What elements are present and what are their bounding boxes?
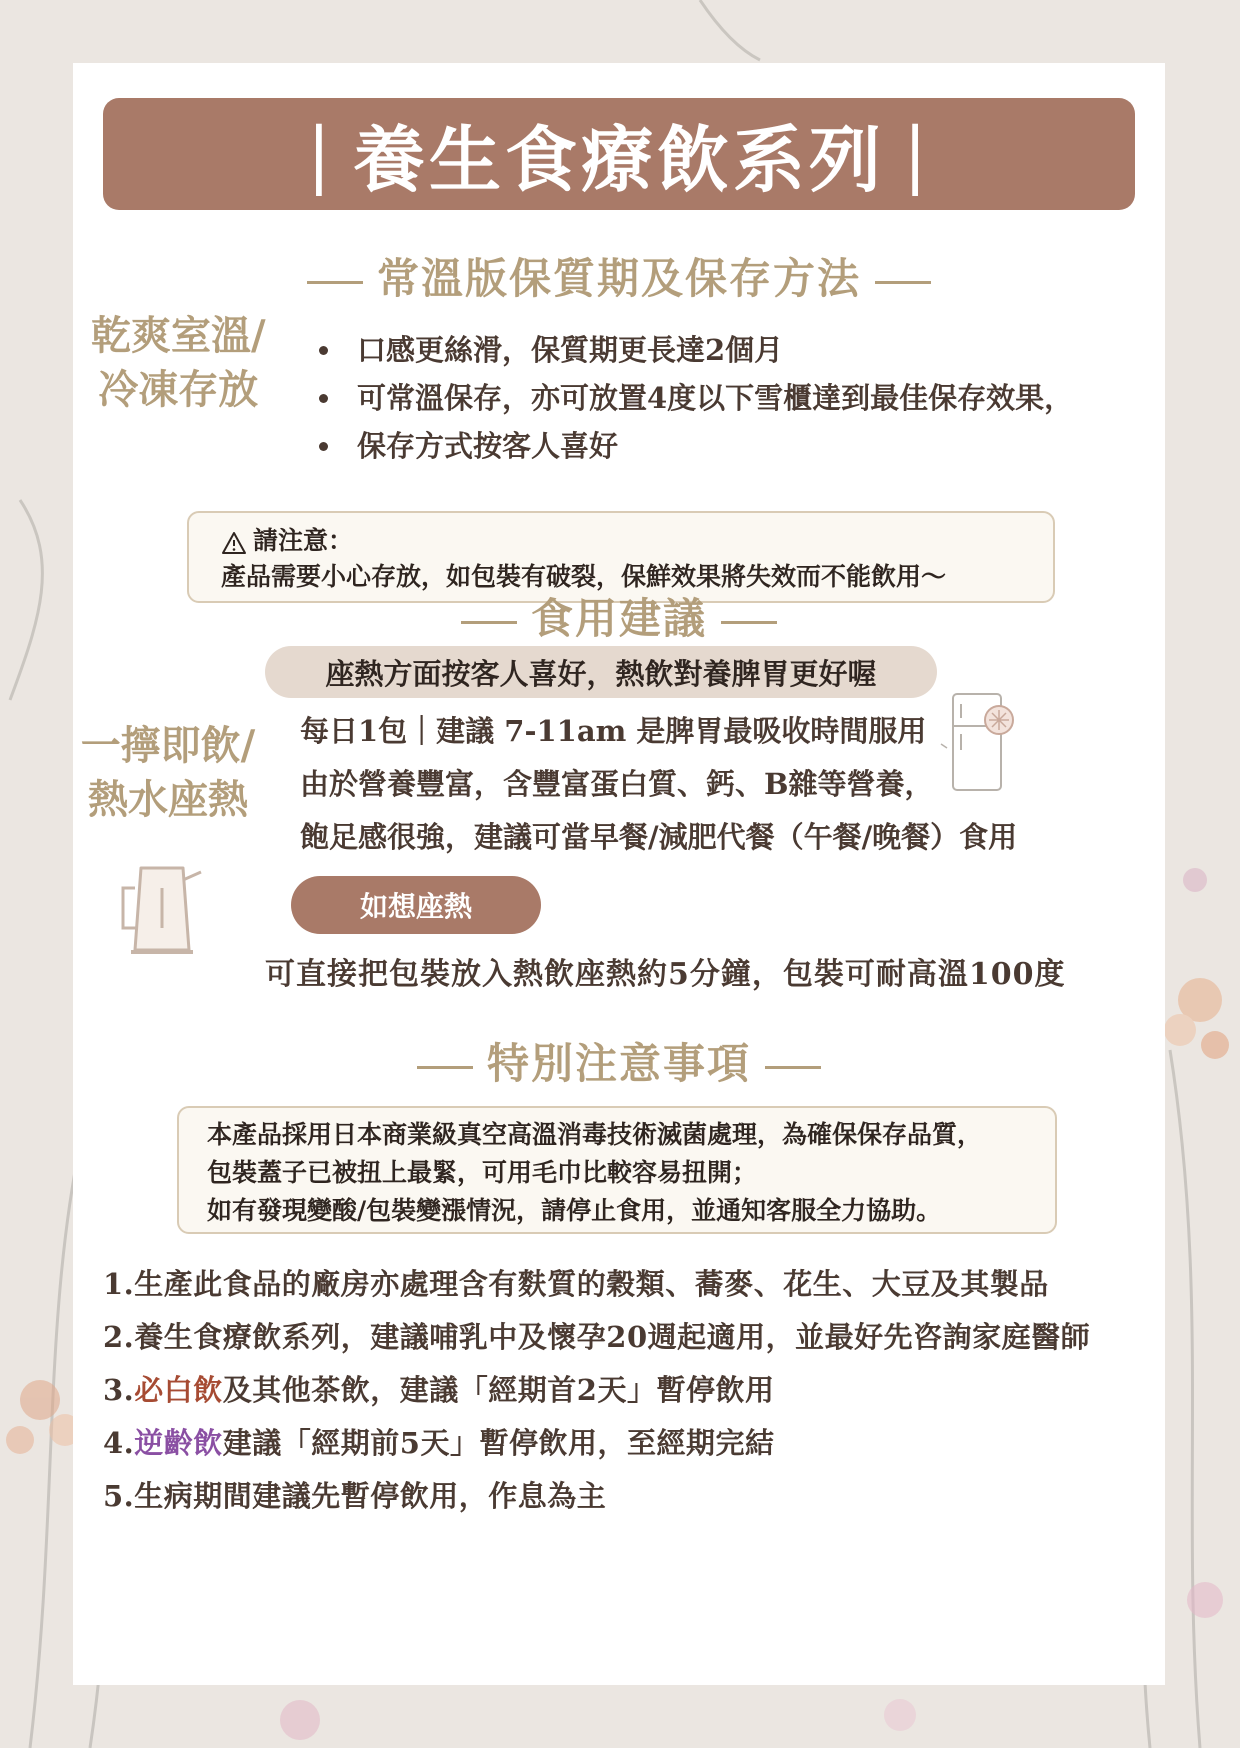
heating-label-button: 如想座熱 [291, 876, 541, 934]
note-item-1: 1.生產此食品的廠房亦處理含有麩質的穀類、蕎麥、花生、大豆及其製品 [103, 1267, 1049, 1301]
usage-lines [300, 705, 1017, 864]
usage-line: 飽足感很強，建議可當早餐/減肥代餐（午餐/晚餐）食用 [300, 820, 1018, 854]
usage-heading-text: 食用建議 [530, 594, 707, 643]
content-card [73, 63, 1165, 1685]
bullet-dot [319, 442, 328, 451]
title-bar-right: | [903, 112, 932, 196]
sterilization-info-box [177, 1106, 1057, 1234]
title-banner [103, 98, 1135, 210]
heading-dash-left [307, 281, 363, 284]
note-number: 4. [103, 1426, 135, 1460]
heading-dash-right [721, 621, 777, 624]
storage-bullet-text: 保存方式按客人喜好 [357, 429, 619, 463]
note-item-2: 2.養生食療飲系列，建議哺乳中及懷孕20週起適用，並最好先咨詢家庭醫師 [103, 1320, 1091, 1354]
storage-bullet [313, 422, 1073, 470]
kettle-icon [117, 858, 207, 958]
usage-label-line-1: 一擰即飲/ [80, 722, 256, 769]
special-notes-list [103, 1258, 1090, 1523]
heating-tip-pill: 座熱方面按客人喜好，熱飲對養脾胃更好喔 [265, 646, 937, 698]
heading-dash-left [461, 621, 517, 624]
storage-bullets [313, 326, 1073, 470]
note-item-3 [103, 1364, 1090, 1417]
storage-heading-text: 常溫版保質期及保存方法 [376, 254, 861, 303]
notice-title-row [221, 523, 1021, 559]
usage-line: 由於營養豐富，含豐富蛋白質、鈣、B雜等營養， [300, 767, 934, 801]
note-item-4 [103, 1417, 1090, 1470]
note-item-5: 5.生病期間建議先暫停飲用，作息為主 [103, 1479, 607, 1513]
usage-heading [73, 586, 1165, 646]
title-bar-left: | [306, 112, 335, 196]
storage-bullet-text: 口感更絲滑，保質期更長達2個月 [357, 333, 784, 367]
storage-bullet-text: 可常溫保存，亦可放置4度以下雪櫃達到最佳保存效果， [357, 381, 1074, 415]
info-line: 包裝蓋子已被扭上最緊，可用毛巾比較容易扭開； [207, 1158, 758, 1187]
heading-dash-right [875, 281, 931, 284]
warning-icon [221, 531, 247, 555]
product-name-highlight: 必白飲 [134, 1373, 223, 1407]
usage-label-line-2: 熱水座熱 [88, 776, 248, 823]
notice-title: 請注意： [253, 526, 354, 555]
product-name-highlight: 逆齡飲 [134, 1426, 223, 1460]
storage-bullet [313, 374, 1073, 422]
note-text: 及其他茶飲，建議「經期首2天」暫停飲用 [222, 1373, 775, 1407]
note-number: 3. [103, 1373, 135, 1407]
heading-dash-left [417, 1066, 473, 1069]
bullet-dot [319, 394, 328, 403]
storage-label-line-2: 冷凍存放 [98, 366, 259, 413]
special-heading [73, 1031, 1165, 1091]
usage-line: 每日1包｜建議 7-11am 是脾胃最吸收時間服用 [300, 714, 927, 748]
storage-side-label [91, 309, 266, 417]
usage-side-label [73, 719, 263, 827]
bullet-dot [319, 346, 328, 355]
info-line: 本產品採用日本商業級真空高溫消毒技術滅菌處理，為確保保存品質， [207, 1120, 983, 1149]
storage-heading [73, 246, 1165, 306]
heating-description: 可直接把包裝放入熱飲座熱約5分鐘，包裝可耐高溫100度 [265, 957, 1066, 992]
note-text: 建議「經期前5天」暫停飲用，至經期完結 [222, 1426, 775, 1460]
page-title: 養生食療飲系列 [352, 117, 885, 202]
special-heading-text: 特別注意事項 [486, 1039, 751, 1088]
storage-bullet [313, 326, 1073, 374]
storage-label-line-1: 乾爽室溫/ [91, 312, 266, 359]
heading-dash-right [765, 1066, 821, 1069]
info-line: 如有發現變酸/包裝變漲情況，請停止食用，並通知客服全力協助。 [207, 1196, 942, 1225]
notice-text: 產品需要小心存放，如包裝有破裂，保鮮效果將失效而不能飲用～ [221, 562, 947, 591]
